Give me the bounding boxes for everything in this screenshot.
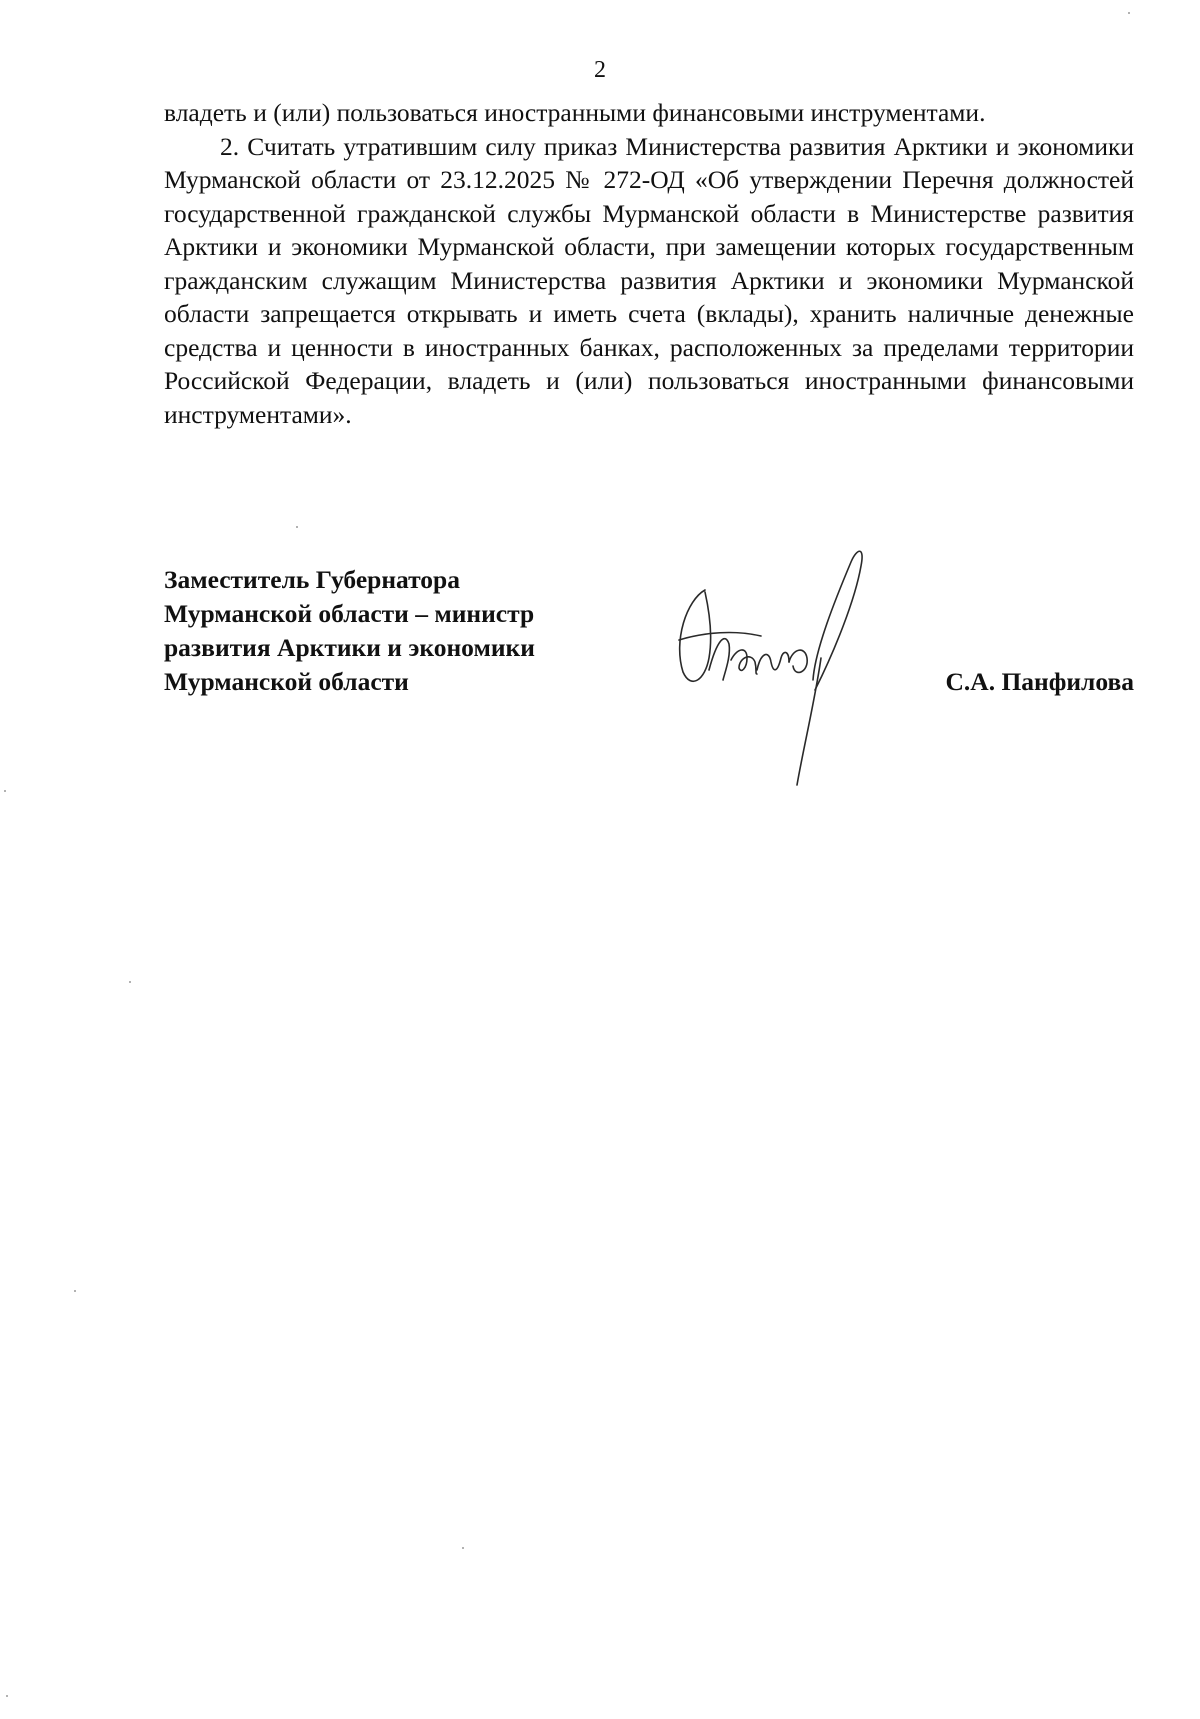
scan-speck: [6, 1695, 8, 1697]
document-body: [164, 96, 1134, 431]
signatory-position: [164, 563, 624, 699]
signer-name: С.А. Панфилова: [945, 667, 1134, 696]
scan-speck: [296, 526, 298, 528]
position-line: Заместитель Губернатора: [164, 565, 460, 594]
scan-speck: [462, 1547, 464, 1549]
scan-speck: [74, 1290, 76, 1292]
handwritten-signature-icon: [665, 540, 895, 790]
scan-speck: [1128, 12, 1130, 14]
position-line: развития Арктики и экономики: [164, 633, 535, 662]
paragraph-continuation: владеть и (или) пользоваться иностранными финансовыми инструментами.: [164, 98, 986, 127]
paragraph-item-2: 2. Считать утратившим силу приказ Министерства развития Арктики и экономики Мурманской области от 23.12.2025 № 272-ОД «Об утверждении Перечня должностей государственной гражданской службы Мурманской области в Министерстве развития Арктики и экономики Мурманской области, при замещении которых государственным гражданским служащим Министерства развития Арктики и экономики Мурманской области запрещается открывать и иметь счета (вклады), хранить наличные денежные средства и ценности в иностранных банках, расположенных за пределами территории Российской Федерации, владеть и (или) пользоваться иностранными финансовыми инструментами».: [164, 131, 1134, 429]
position-line: Мурманской области – министр: [164, 599, 535, 628]
position-line: Мурманской области: [164, 667, 409, 696]
scan-speck: [4, 790, 6, 792]
scan-speck: [129, 981, 131, 983]
page-number: 2: [594, 57, 606, 83]
